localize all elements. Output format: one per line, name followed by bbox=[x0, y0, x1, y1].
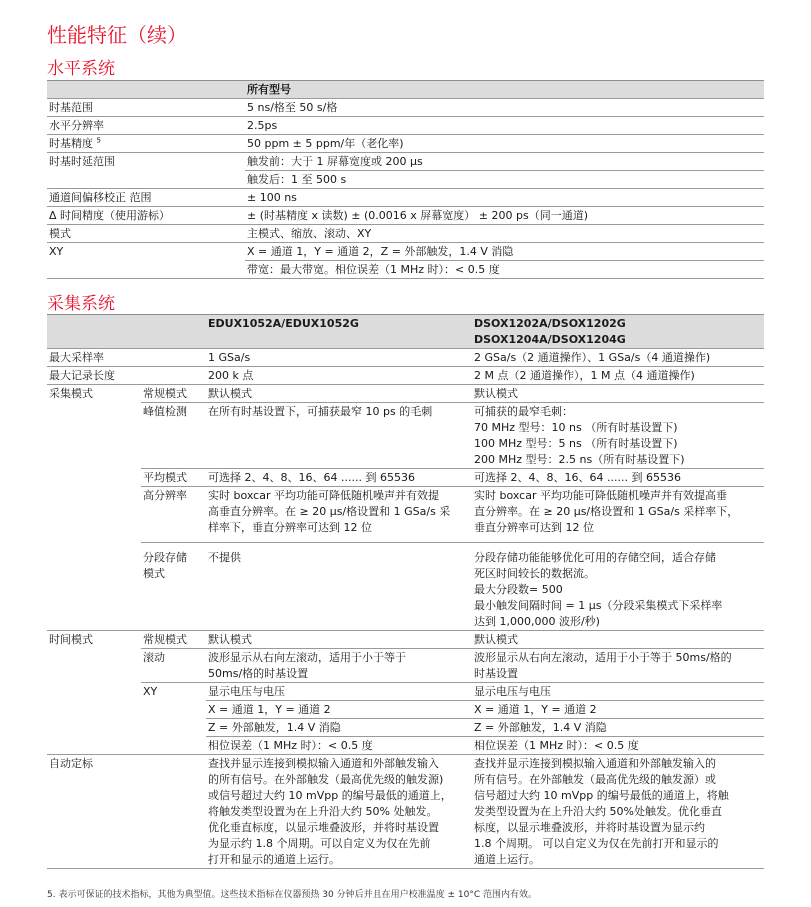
table-row bbox=[47, 349, 764, 367]
row-value-dsox: 2 GSa/s（2 通道操作）、1 GSa/s（4 通道操作) bbox=[472, 349, 764, 367]
row-value-line: 最小触发间隔时间 = 1 µs（分段采集模式下采样率 bbox=[474, 599, 723, 612]
row-value-line: 样率下，垂直分辨率可达到 12 位 bbox=[208, 521, 372, 534]
table-row bbox=[47, 683, 764, 701]
row-label: XY bbox=[49, 245, 64, 258]
table-row bbox=[47, 631, 764, 649]
row-value-dsox: 默认模式 bbox=[472, 631, 764, 649]
row-label: 水平分辨率 bbox=[47, 117, 245, 135]
header-dsox-line: DSOX1204A/DSOX1204G bbox=[474, 333, 626, 346]
row-value: 5 ns/格至 50 s/格 bbox=[245, 99, 764, 117]
row-value-dsox: 显示电压与电压 bbox=[472, 683, 764, 701]
row-label: 通道间偏移校正 范围 bbox=[47, 189, 245, 207]
row-value-edux-cell bbox=[206, 649, 472, 683]
row-value-edux-cell bbox=[206, 755, 472, 869]
row-label: 时基时延范围 bbox=[49, 155, 115, 168]
row-value-line: 的所有信号。在外部触发（最高优先级的触发源) bbox=[208, 773, 444, 786]
table-row bbox=[47, 171, 764, 189]
row-value-dsox: 默认模式 bbox=[472, 385, 764, 403]
row-value-edux: 在所有时基设置下，可捕获最窄 10 ps 的毛刺 bbox=[206, 403, 472, 469]
row-label-cell bbox=[47, 135, 245, 153]
row-value-line: 高垂直分辨率。在 ≥ 20 µs/格设置和 1 GSa/s 采 bbox=[208, 505, 451, 518]
row-value-dsox-cell bbox=[472, 487, 764, 543]
table-row bbox=[47, 367, 764, 385]
row-value-line: 为显示约 1.8 个周期。可以自定义为仅在先前 bbox=[208, 837, 431, 850]
row-value-line: 查找并显示连接到模拟输入通道和外部触发输入 bbox=[208, 757, 439, 770]
table-row bbox=[47, 469, 764, 487]
row-value: 50 ppm ± 5 ppm/年（老化率) bbox=[245, 135, 764, 153]
row-value-line: 实时 boxcar 平均功能可降低随机噪声并有效提高垂 bbox=[474, 489, 727, 502]
table-row bbox=[47, 385, 764, 403]
row-sublabel: 平均模式 bbox=[141, 469, 206, 487]
row-value: ± (时基精度 x 读数) ± (0.0016 x 屏幕宽度） ± 200 ps（同一通道) bbox=[245, 207, 764, 225]
row-label-empty bbox=[47, 261, 245, 279]
row-value-line: 优化垂直标度，以显示堆叠波形，并将时基设置 bbox=[208, 821, 439, 834]
table-row bbox=[47, 755, 764, 869]
table-row bbox=[47, 189, 764, 207]
footnote: 5. 表示可保证的技术指标，其他为典型值。这些技术指标在仪器预热 30 分钟后并且在用户校准温度 ± 10°C 范围内有效。 bbox=[47, 890, 537, 900]
row-value-line: 信号超过大约 10 mVpp 的编号最低的通道上，将触 bbox=[474, 789, 729, 802]
row-value-edux: Z = 外部触发，1.4 V 消隐 bbox=[206, 719, 472, 737]
row-value-dsox: 可选择 2、4、8、16、64 ...... 到 65536 bbox=[472, 469, 764, 487]
row-value-dsox: Z = 外部触发，1.4 V 消隐 bbox=[472, 719, 764, 737]
row-label: Δ 时间精度（使用游标） bbox=[47, 207, 245, 225]
table-row bbox=[47, 649, 764, 683]
row-value: 触发前：大于 1 屏幕宽度或 200 µs bbox=[245, 153, 764, 171]
table-row bbox=[47, 225, 764, 243]
row-sublabel: 峰值检测 bbox=[141, 403, 206, 469]
acquisition-spec-table bbox=[47, 315, 764, 869]
row-value-edux: 显示电压与电压 bbox=[206, 683, 472, 701]
row-value-line: 或信号超过大约 10 mVpp 的编号最低的通道上， bbox=[208, 789, 452, 802]
table-row bbox=[47, 403, 764, 469]
header-edux: EDUX1052A/EDUX1052G bbox=[206, 315, 472, 349]
row-value-line: 1.8 个周期。 可以自定义为仅在先前打开和显示的 bbox=[474, 837, 719, 850]
row-value-line: 将触发类型设置为在上升沿大约 50% 处触发。 bbox=[208, 805, 438, 818]
row-value-line: 所有信号。在外部触发（最高优先级的触发源）或 bbox=[474, 773, 716, 786]
row-value-dsox-cell bbox=[472, 543, 764, 631]
row-sublabel: XY bbox=[141, 683, 206, 755]
table-row bbox=[47, 153, 764, 171]
row-value-line: 查找并显示连接到模拟输入通道和外部触发输入的 bbox=[474, 757, 716, 770]
row-sublabel: 高分辨率 bbox=[141, 487, 206, 543]
row-value-line: 时基设置 bbox=[474, 667, 518, 680]
footnote-ref: 5 bbox=[96, 136, 101, 145]
table-row bbox=[47, 487, 764, 543]
row-label: 采集模式 bbox=[47, 385, 141, 631]
row-value: 主模式、缩放、滚动、XY bbox=[245, 225, 764, 243]
row-label-empty bbox=[47, 171, 245, 189]
section-title-horizontal: 水平系统 bbox=[47, 59, 115, 79]
row-value: 触发后：1 至 500 s bbox=[245, 171, 764, 189]
table-row bbox=[47, 135, 764, 153]
row-sublabel-line: 分段存储 bbox=[143, 551, 187, 564]
table-header-row bbox=[47, 81, 764, 99]
row-value: 2.5ps bbox=[245, 117, 764, 135]
row-value-line: 最大分段数= 500 bbox=[474, 583, 563, 596]
table-header-row bbox=[47, 315, 764, 349]
row-value-line: 100 MHz 型号：5 ns （所有时基设置下) bbox=[474, 437, 678, 450]
row-value-edux: X = 通道 1，Y = 通道 2 bbox=[206, 701, 472, 719]
row-value-line: 可捕获的最窄毛刺： bbox=[474, 405, 573, 418]
table-row bbox=[47, 261, 764, 279]
horizontal-spec-table bbox=[47, 81, 764, 279]
row-value-edux: 1 GSa/s bbox=[206, 349, 472, 367]
row-value-line: 垂直分辨率可达到 12 位 bbox=[474, 521, 594, 534]
row-value-line: 达到 1,000,000 波形/秒) bbox=[474, 615, 600, 628]
row-value: ± 100 ns bbox=[245, 189, 764, 207]
row-sublabel-line: 模式 bbox=[143, 567, 165, 580]
row-value-dsox-cell bbox=[472, 649, 764, 683]
row-label: 最大记录长度 bbox=[47, 367, 206, 385]
row-value: X = 通道 1，Y = 通道 2，Z = 外部触发，1.4 V 消隐 bbox=[245, 243, 764, 261]
row-value: 带宽：最大带宽。相位误差（1 MHz 时）：< 0.5 度 bbox=[245, 261, 764, 279]
row-value-edux: 相位误差（1 MHz 时）：< 0.5 度 bbox=[206, 737, 472, 755]
row-value-dsox: X = 通道 1，Y = 通道 2 bbox=[472, 701, 764, 719]
row-value-line: 死区时间较长的数据流。 bbox=[474, 567, 595, 580]
row-label: 时基范围 bbox=[47, 99, 245, 117]
row-label: 时基精度 bbox=[49, 137, 93, 150]
row-sublabel: 常规模式 bbox=[141, 631, 206, 649]
row-value-line: 实时 boxcar 平均功能可降低随机噪声并有效提 bbox=[208, 489, 439, 502]
header-empty-cell bbox=[141, 315, 206, 349]
header-all-models: 所有型号 bbox=[245, 81, 764, 99]
row-label: 最大采样率 bbox=[47, 349, 206, 367]
section-title-acquisition: 采集系统 bbox=[47, 294, 115, 314]
header-dsox-line: DSOX1202A/DSOX1202G bbox=[474, 317, 626, 330]
row-value-edux: 200 k 点 bbox=[206, 367, 472, 385]
table-row bbox=[47, 243, 764, 261]
header-empty-cell bbox=[47, 81, 245, 99]
row-value-edux: 默认模式 bbox=[206, 631, 472, 649]
row-label: 模式 bbox=[47, 225, 245, 243]
row-sublabel-cell bbox=[141, 543, 206, 631]
header-dsox-cell bbox=[472, 315, 764, 349]
row-value-dsox: 2 M 点（2 通道操作），1 M 点（4 通道操作) bbox=[472, 367, 764, 385]
row-value-edux: 可选择 2、4、8、16、64 ...... 到 65536 bbox=[206, 469, 472, 487]
row-value-line: 200 MHz 型号：2.5 ns（所有时基设置下) bbox=[474, 453, 685, 466]
table-row bbox=[47, 117, 764, 135]
row-value-dsox-cell bbox=[472, 755, 764, 869]
row-value-edux: 不提供 bbox=[206, 543, 472, 631]
row-value-edux: 默认模式 bbox=[206, 385, 472, 403]
row-value-line: 直分辨率。在 ≥ 20 µs/格设置和 1 GSa/s 采样率下， bbox=[474, 505, 739, 518]
row-value-line: 标度，以显示堆叠波形，并将时基设置为显示约 bbox=[474, 821, 705, 834]
row-value-line: 波形显示从右向左滚动，适用于小于等于 bbox=[208, 651, 406, 664]
row-value-line: 70 MHz 型号：10 ns （所有时基设置下) bbox=[474, 421, 678, 434]
row-value-dsox: 相位误差（1 MHz 时）：< 0.5 度 bbox=[472, 737, 764, 755]
row-value-edux-cell bbox=[206, 487, 472, 543]
row-value-line: 通道上运行。 bbox=[474, 853, 540, 866]
row-value-line: 波形显示从右向左滚动，适用于小于等于 50ms/格的 bbox=[474, 651, 732, 664]
table-row bbox=[47, 99, 764, 117]
table-row bbox=[47, 543, 764, 631]
row-value-line: 50ms/格的时基设置 bbox=[208, 667, 309, 680]
row-label: 自动定标 bbox=[47, 755, 206, 869]
row-sublabel: 常规模式 bbox=[141, 385, 206, 403]
row-value-line: 打开和显示的通道上运行。 bbox=[208, 853, 340, 866]
row-sublabel: 滚动 bbox=[141, 649, 206, 683]
table-row bbox=[47, 207, 764, 225]
row-value-line: 发类型设置为在上升沿大约 50%处触发。优化垂直 bbox=[474, 805, 722, 818]
row-label: 时间模式 bbox=[47, 631, 141, 755]
row-value-line: 分段存储功能能够优化可用的存储空间，适合存储 bbox=[474, 551, 716, 564]
page-title: 性能特征（续） bbox=[47, 23, 187, 47]
row-value-dsox-cell bbox=[472, 403, 764, 469]
header-empty-cell bbox=[47, 315, 141, 349]
